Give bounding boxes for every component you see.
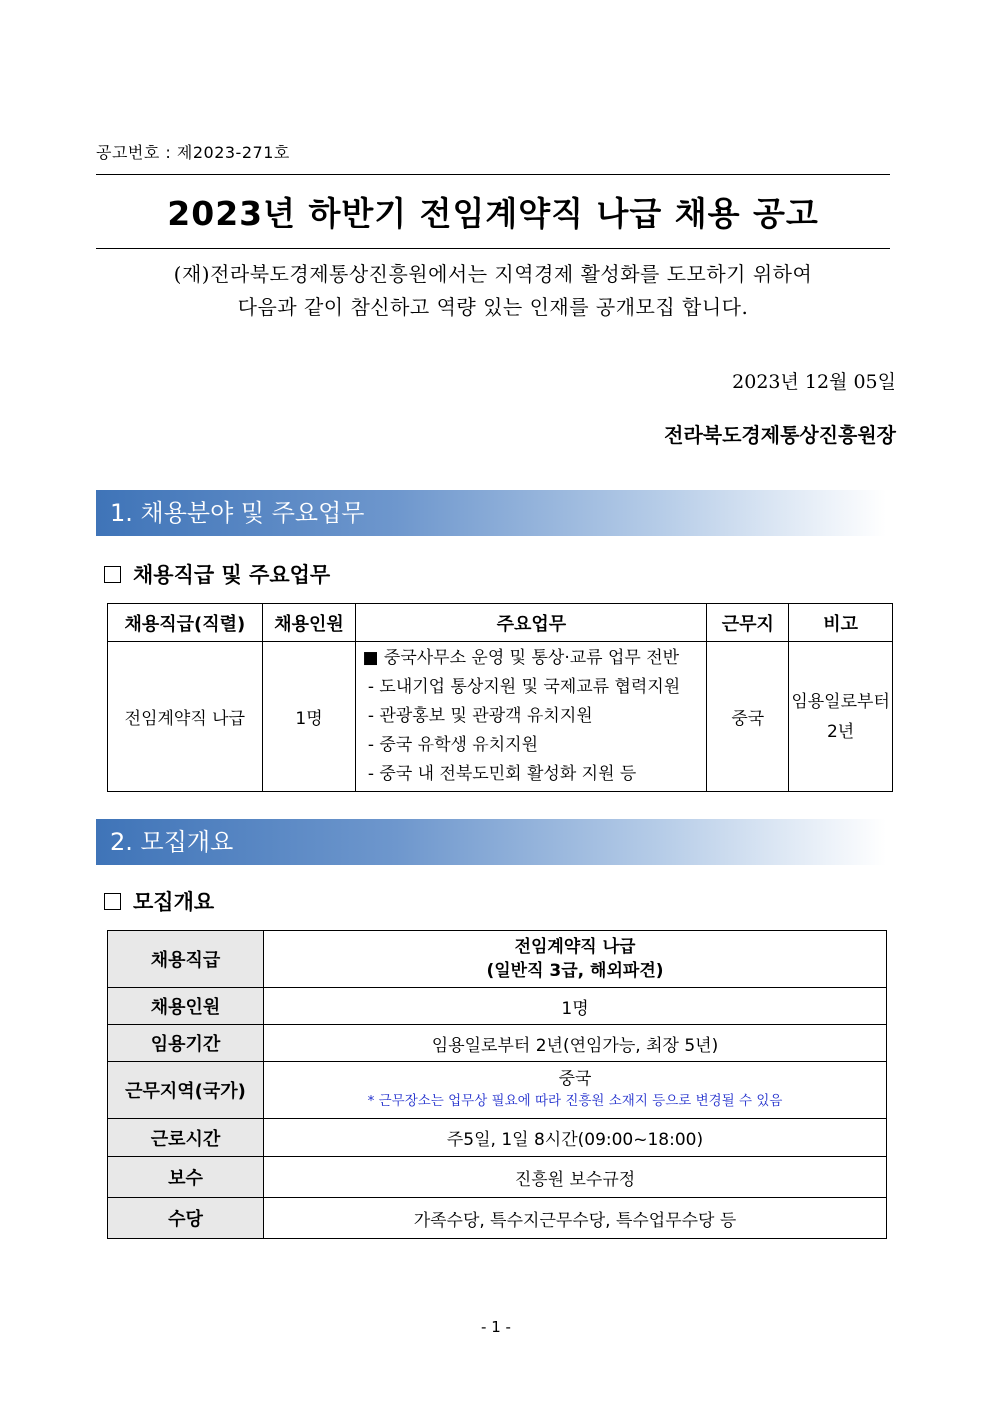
row-value: 임용일로부터 2년(연임가능, 최장 5년) [264,1025,887,1062]
row-label: 근로시간 [108,1119,264,1157]
row-label: 근무지역(국가) [108,1062,264,1119]
positions-table [107,603,893,792]
row-value-line-1: 중국 [558,1069,592,1089]
duty-item: - 도내기업 통상지원 및 국제교류 협력지원 [362,677,681,697]
row-value: 진흥원 보수규정 [264,1157,887,1198]
page-title: 2023년 하반기 전임계약직 나급 채용 공고 [167,194,819,233]
row-label: 수당 [108,1198,264,1239]
checkbox-square-icon [104,566,121,583]
duty-item: - 중국 내 전북도민회 활성화 지원 등 [362,764,637,784]
section-1-heading: 1. 채용분야 및 주요업무 [96,490,886,536]
row-value [264,1062,887,1119]
row-value [264,931,887,988]
section-1-subheading [104,559,330,589]
row-value: 가족수당, 특수지근무수당, 특수업무수당 등 [264,1198,887,1239]
row-label: 채용인원 [108,988,264,1025]
page-number: - 1 - [481,1318,511,1336]
row-value-note: * 근무장소는 업무상 필요에 따라 진흥원 소재지 등으로 변경될 수 있음 [367,1093,783,1109]
table-row [108,1119,887,1157]
row-value: 주5일, 1일 8시간(09:00~18:00) [264,1119,887,1157]
cell-headcount: 1명 [262,642,356,792]
section-1-subheading-text: 채용직급 및 주요업무 [133,562,331,587]
section-2-subheading-text: 모집개요 [133,889,215,914]
duty-item: - 관광홍보 및 관광객 유치지원 [362,706,593,726]
intro-paragraph [96,258,890,324]
intro-line-1: (재)전라북도경제통상진흥원에서는 지역경제 활성화를 도모하기 위하여 [173,262,813,286]
checkbox-square-icon [104,893,121,910]
table-row [108,1025,887,1062]
recruitment-overview-table [107,930,887,1239]
table-row [108,931,887,988]
duty-item: - 중국 유학생 유치지원 [362,735,539,755]
cell-location: 중국 [707,642,789,792]
cell-duties [356,642,707,792]
notice-date: 2023년 12월 05일 [732,371,896,393]
table-row [108,988,887,1025]
table-header-row [108,604,893,642]
row-label: 임용기간 [108,1025,264,1062]
cell-note-line-1: 임용일로부터 [791,691,890,712]
col-header-note: 비고 [789,604,893,642]
col-header-headcount: 채용인원 [262,604,356,642]
cell-note [789,642,893,792]
table-row [108,642,893,792]
col-header-location: 근무지 [707,604,789,642]
section-2-heading: 2. 모집개요 [96,819,886,865]
section-2-subheading [104,886,214,916]
issuer-name: 전라북도경제통상진흥원장 [664,423,896,447]
col-header-position: 채용직급(직렬) [108,604,263,642]
col-header-duties: 주요업무 [356,604,707,642]
table-row [108,1198,887,1239]
row-value-line-2: (일반직 3급, 해외파견) [486,961,664,981]
row-label: 채용직급 [108,931,264,988]
table-row [108,1062,887,1119]
duty-item: ■ 중국사무소 운영 및 통상·교류 업무 전반 [362,648,680,668]
row-value: 1명 [264,988,887,1025]
cell-position: 전임계약직 나급 [108,642,263,792]
row-label: 보수 [108,1157,264,1198]
title-top-rule [96,174,890,175]
table-row [108,1157,887,1198]
intro-line-2: 다음과 같이 참신하고 역량 있는 인재를 공개모집 합니다. [237,295,749,319]
cell-note-line-2: 2년 [826,721,855,742]
title-bottom-rule [96,248,890,249]
row-value-line-1: 전임계약직 나급 [514,937,636,957]
notice-number: 공고번호 : 제2023-271호 [96,143,290,162]
